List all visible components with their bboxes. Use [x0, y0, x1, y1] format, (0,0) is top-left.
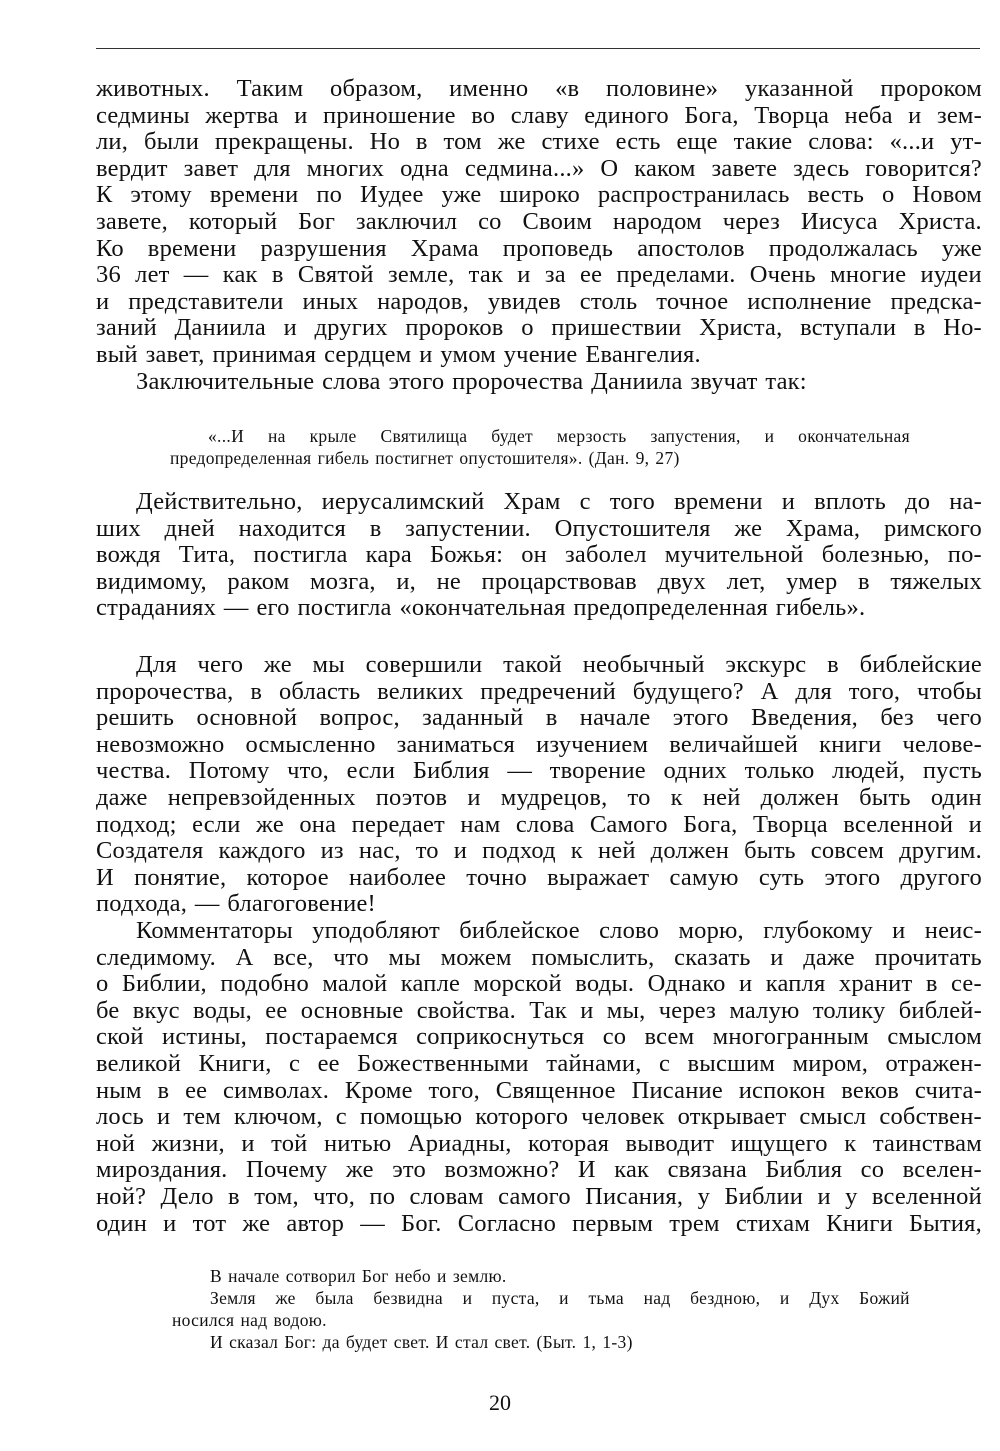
text-line: даже непревзойденных поэтов и мудрецов, то к ней должен быть один [96, 783, 982, 811]
text-line: о Библии, подобно малой капле морской воды. Однако и капля хранит в се- [96, 970, 982, 998]
text-line: невозможно осмысленно заниматься изучением величайшей книги челове- [96, 730, 982, 758]
text-line: заний Даниила и других пророков о пришествии Христа, вступали в Но- [96, 314, 982, 342]
text-line: Действительно, иерусалимский Храм с того времени и вплоть до на- [136, 488, 982, 515]
text-line: Создателя каждого из нас, то и подход к ней должен быть совсем другим. [96, 837, 982, 865]
text-line: ской истины, постараемся соприкоснуться со всем многогранным смыслом [96, 1023, 982, 1051]
text-line: ших дней находится в запустении. Опустошителя же Храма, римского [96, 514, 982, 542]
quote-line: И сказал Бог: да будет свет. И стал свет. (Быт. 1, 1-3) [210, 1332, 633, 1352]
paragraph-p3 [96, 489, 982, 622]
quote-genesis [172, 1265, 910, 1353]
text-line: вождя Тита, постигла кара Божья: он заболел мучительной болезнью, по- [96, 541, 982, 569]
text-line: видимому, раком мозга, и, не процарствовав двух лет, умер в тяжелых [96, 567, 982, 595]
text-line: И понятие, которое наиболее точно выражает самую суть этого другого [96, 863, 982, 891]
text-line: ным в ее символах. Кроме того, Священное Писание испокон веков счита- [96, 1076, 982, 1104]
text-line: пророчества, в область великих предречений будущего? А для того, чтобы [96, 677, 982, 705]
text-line: мироздания. Почему же это возможно? И как связана Библия со вселен- [96, 1156, 982, 1184]
page-number: 20 [489, 1390, 511, 1415]
quote-line: Земля же была безвидна и пуста, и тьма над бездною, и Дух Божий [210, 1288, 910, 1308]
paragraph-p2 [96, 369, 982, 396]
text-line: бе вкус воды, ее основные свойства. Так и мы, через малую толику библей- [96, 996, 982, 1024]
quote-line: «...И на крыле Святилища будет мерзость запустения, и окончательная [208, 426, 910, 446]
text-line: завете, который Бог заключил со Своим народом через Иисуса Христа. [96, 207, 982, 235]
text-line: ли, были прекращены. Но в том же стихе есть еще такие слова: «...и ут- [96, 128, 982, 156]
text-line: седмины жертва и приношение во славу единого Бога, Творца неба и зем- [96, 101, 982, 129]
text-line: чества. Потому что, если Библия — творение одних только людей, пусть [96, 757, 982, 785]
text-line: животных. Таким образом, именно «в половине» указанной пророком [96, 75, 982, 102]
text-line: решить основной вопрос, заданный в начале этого Введения, без чего [96, 704, 982, 732]
text-line: К этому времени по Иудее уже широко распространилась весть о Новом [96, 181, 982, 209]
quote-line: носился над водою. [172, 1310, 327, 1330]
text-line: вый завет, принимая сердцем и умом учение Евангелия. [96, 340, 701, 368]
text-line: великой Книги, с ее Божественными тайнами, с высшим миром, отражен- [96, 1049, 982, 1077]
text-line: Для чего же мы совершили такой необычный экскурс в библейские [136, 651, 982, 678]
text-line: ной жизни, и той нитью Ариадны, которая выводит ищущего к таинствам [96, 1129, 982, 1157]
text-line: ной? Дело в том, что, по словам самого Писания, у Библии и у вселенной [96, 1182, 982, 1210]
text-line: подхода, — благоговение! [96, 890, 376, 918]
text-line: лось и тем ключом, с помощью которого человек открывает смысл собствен- [96, 1103, 982, 1131]
paragraph-p5 [96, 918, 982, 1237]
text-line: Комментаторы уподобляют библейское слово морю, глубокому и неис- [136, 917, 982, 944]
text-line: страданиях — его постигла «окончательная предопределенная гибель». [96, 594, 866, 622]
top-rule [96, 48, 980, 49]
quote-line: В начале сотворил Бог небо и землю. [210, 1266, 507, 1286]
text-line: подход; если же она передает нам слова Самого Бога, Творца вселенной и [96, 810, 982, 838]
text-line: Заключительные слова этого пророчества Даниила звучат так: [136, 368, 807, 395]
text-line: Ко времени разрушения Храма проповедь апостолов продолжалась уже [96, 234, 982, 262]
text-line: и представители иных народов, увидев столь точное исполнение предска- [96, 287, 982, 315]
quote-daniel [170, 425, 910, 469]
quote-line: предопределенная гибель постигнет опустошителя». (Дан. 9, 27) [170, 448, 680, 468]
text-line: вердит завет для многих одна седмина...» О каком завете здесь говорится? [96, 154, 982, 182]
text-line: следимому. А все, что мы можем помыслить, сказать и даже прочитать [96, 943, 982, 971]
text-line: один и тот же автор — Бог. Согласно первым трем стихам Книги Бытия, [96, 1209, 982, 1237]
text-line: 36 лет — как в Святой земле, так и за ее пределами. Очень многие иудеи [96, 261, 982, 289]
paragraph-p1 [96, 76, 982, 369]
paragraph-p4 [96, 652, 982, 918]
